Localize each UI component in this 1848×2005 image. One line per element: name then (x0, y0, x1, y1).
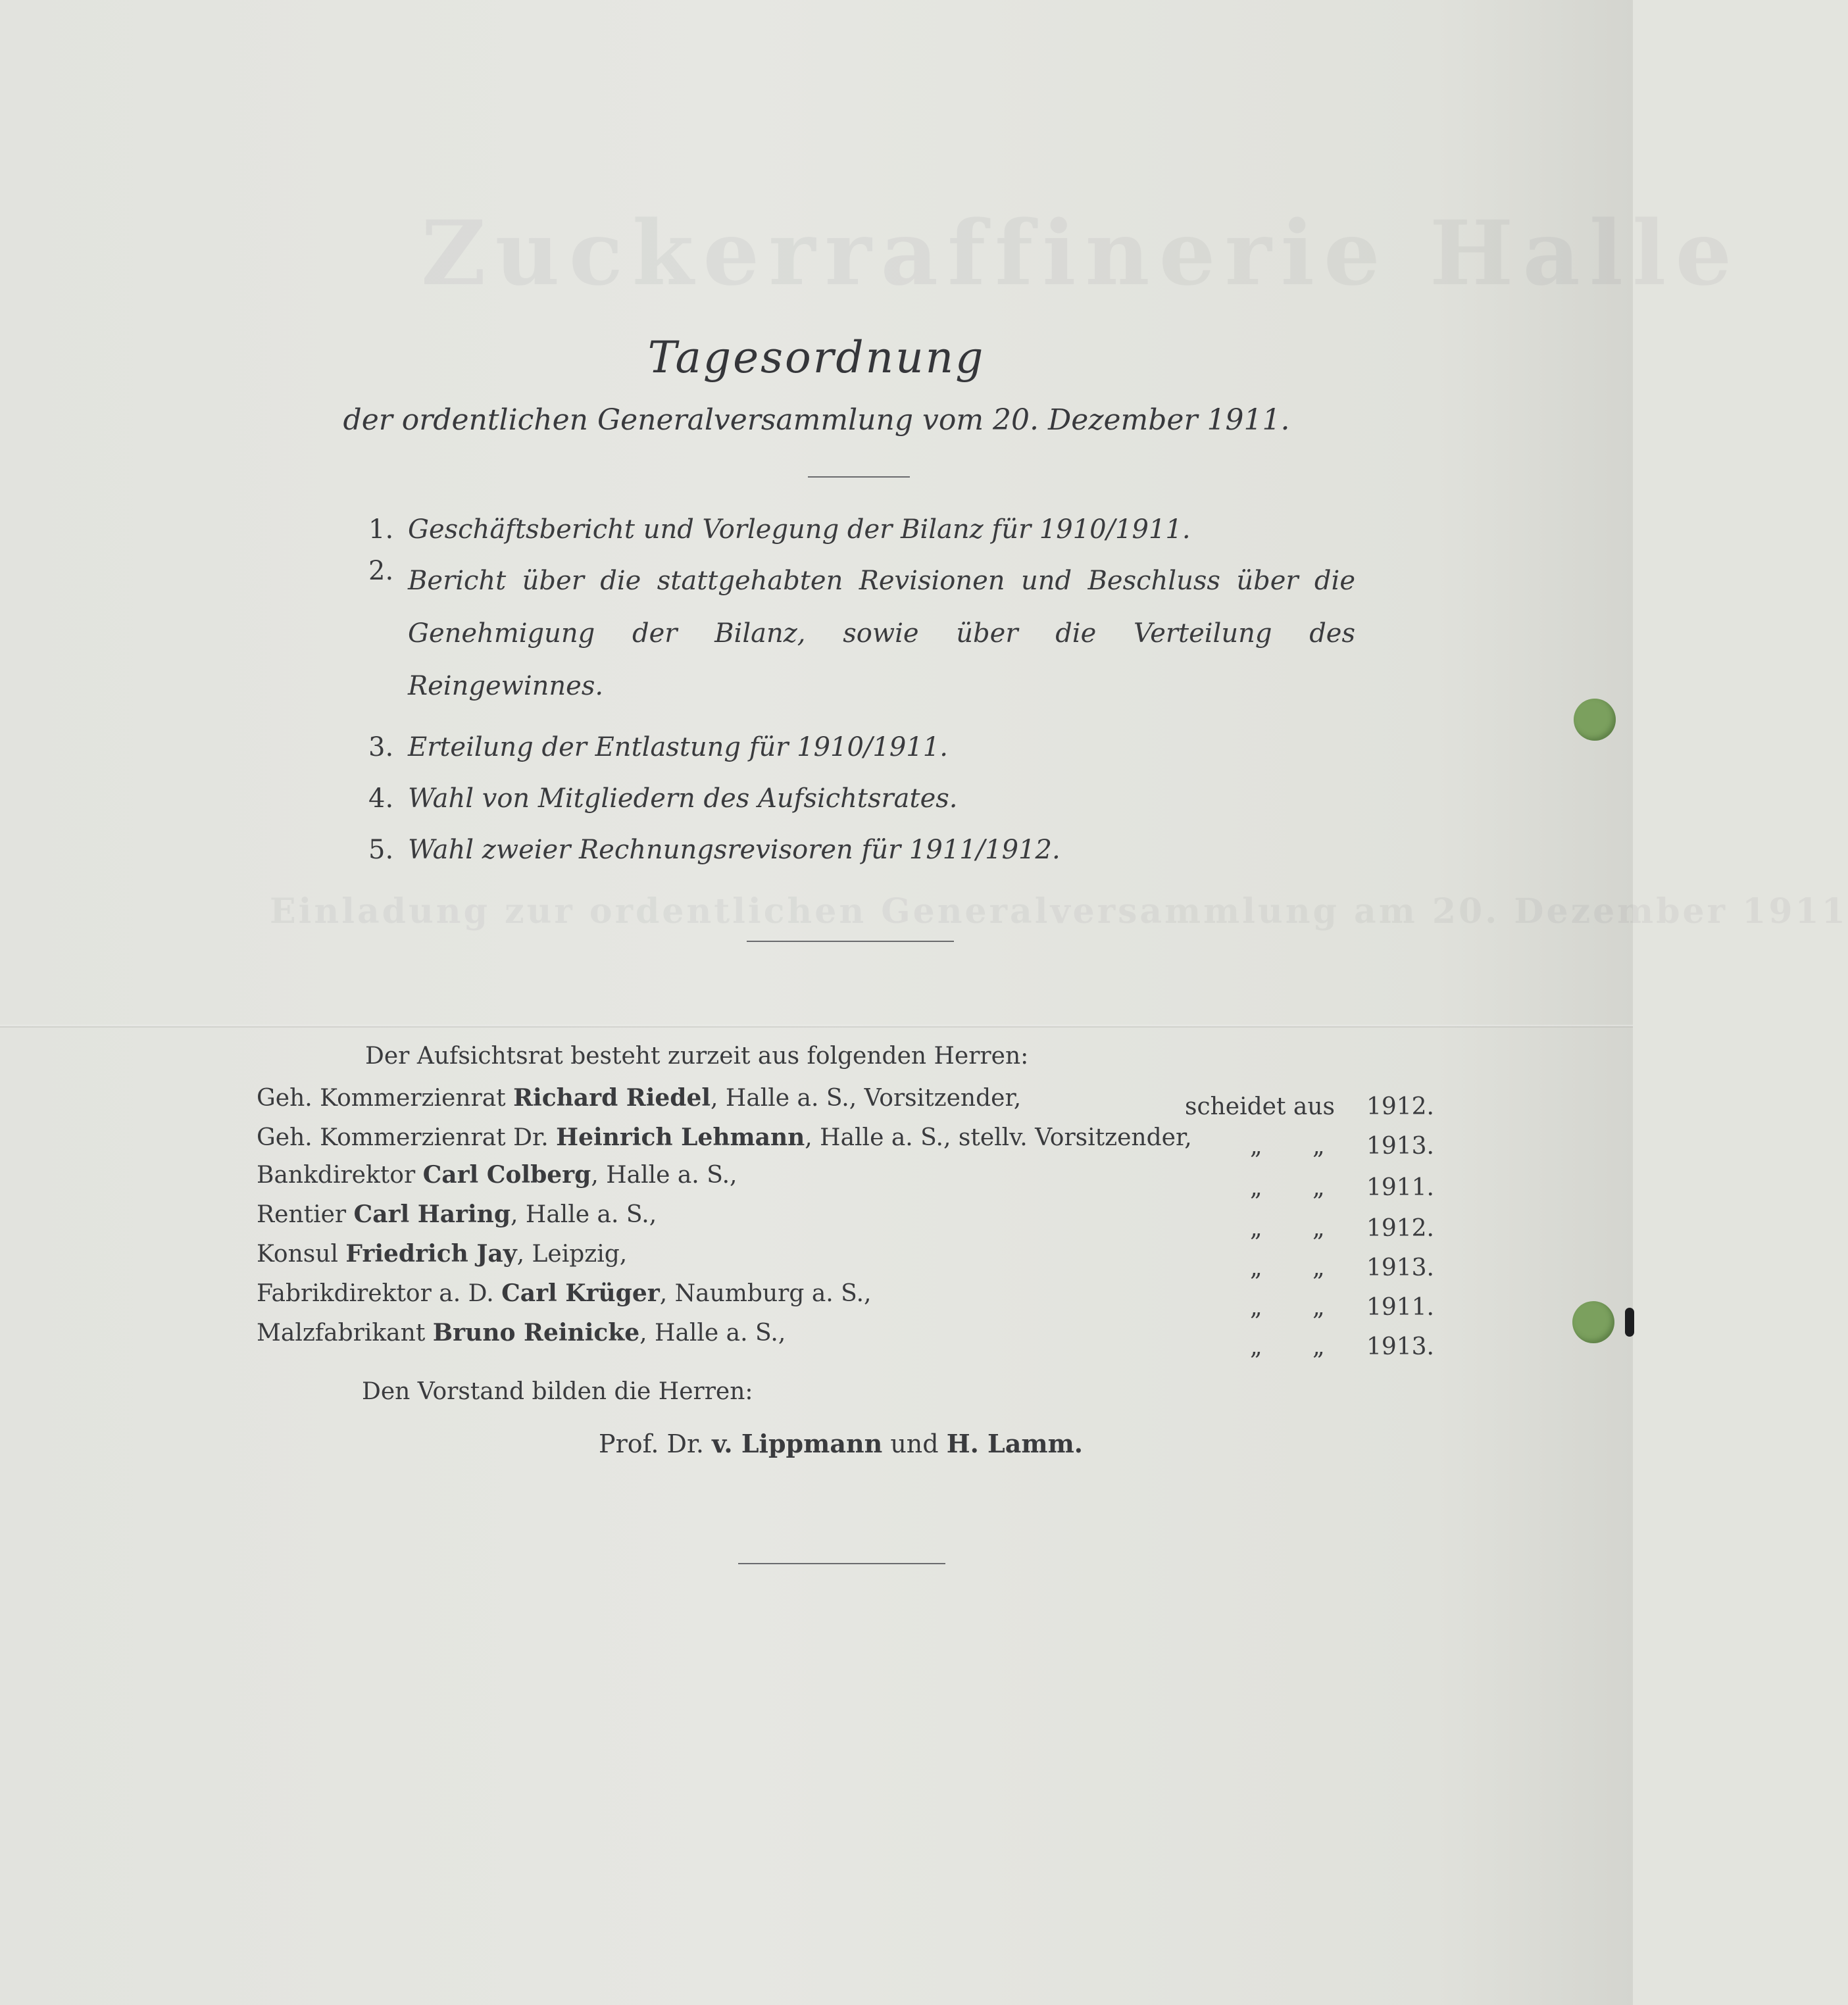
member-name: Friedrich Jay (345, 1240, 517, 1268)
member-title: Rentier (257, 1201, 347, 1228)
punch-hole-sticker (1572, 1301, 1614, 1343)
member-detail: , Halle a. S., (639, 1320, 786, 1347)
agenda-item (368, 555, 1355, 712)
ditto-mark: „ (1312, 1254, 1325, 1281)
punch-hole-sticker (1574, 699, 1616, 741)
agenda-list (368, 513, 1355, 885)
retire-year: 1913. (1366, 1254, 1434, 1281)
ditto-mark: „ (1312, 1133, 1325, 1160)
agenda-item-text: Bericht über die stattgehabten Revisionen und Beschluss über die Genehmigung der Bilanz, sowie über die Verteilung des Reingewinnes. (408, 566, 1355, 701)
agenda-title: Tagesordnung (647, 332, 986, 383)
member-detail: , Halle a. S., (511, 1201, 657, 1228)
executive-board-names (599, 1429, 1083, 1458)
board-member (257, 1319, 1441, 1360)
retire-year: 1913. (1366, 1133, 1434, 1160)
retire-label: scheidet aus (1184, 1093, 1336, 1120)
member-title: Bankdirektor (257, 1162, 416, 1189)
member-title: Konsul (257, 1241, 338, 1268)
agenda-item-number: 4. (368, 783, 394, 814)
executive-member-name: H. Lamm. (946, 1429, 1084, 1458)
binding-mark (1625, 1308, 1634, 1337)
agenda-item-text: Wahl von Mitgliedern des Aufsichtsrates. (408, 783, 958, 814)
ditto-mark: „ (1250, 1174, 1262, 1201)
paper-fold (0, 1025, 1633, 1027)
retire-year: 1912. (1366, 1093, 1434, 1120)
retire-year: 1911. (1366, 1294, 1434, 1321)
member-title: Malzfabrikant (257, 1320, 426, 1347)
agenda-item-number: 3. (368, 732, 394, 762)
ditto-mark: „ (1312, 1333, 1325, 1360)
member-detail: , Naumburg a. S., (659, 1280, 872, 1307)
ditto-mark: „ (1312, 1174, 1325, 1201)
board-intro: Der Aufsichtsrat besteht zurzeit aus folgenden Herren: (365, 1043, 1029, 1070)
member-detail: , Halle a. S., Vorsitzender, (711, 1085, 1022, 1112)
agenda-item (368, 513, 1355, 546)
agenda-item-text: Erteilung der Entlastung für 1910/1911. (408, 732, 948, 762)
ditto-mark: „ (1312, 1215, 1325, 1242)
show-through-title: Zuckerraffinerie Halle (421, 201, 1741, 305)
member-name: Carl Colberg (422, 1161, 591, 1189)
retire-year: 1913. (1366, 1333, 1434, 1360)
member-title: Geh. Kommerzienrat Dr. (257, 1124, 549, 1151)
agenda-item (368, 782, 1355, 815)
agenda-item-number: 5. (368, 835, 394, 865)
member-title: Fabrikdirektor a. D. (257, 1280, 494, 1307)
executive-board-intro: Den Vorstand bilden die Herren: (362, 1378, 753, 1405)
board-member (257, 1161, 1441, 1201)
member-name: Bruno Reinicke (432, 1319, 640, 1347)
agenda-item-number: 1. (368, 514, 394, 545)
ditto-mark: „ (1250, 1294, 1262, 1321)
agenda-item-text: Geschäftsbericht und Vorlegung der Bilanz für 1910/1911. (408, 514, 1191, 545)
member-detail: , Halle a. S., stellv. Vorsitzender, (805, 1124, 1192, 1151)
divider (747, 941, 954, 942)
agenda-item (368, 833, 1355, 866)
member-title: Geh. Kommerzienrat (257, 1085, 506, 1112)
member-name: Carl Krüger (501, 1279, 660, 1307)
executive-prefix: Prof. Dr. (599, 1429, 705, 1458)
board-member (257, 1201, 1441, 1242)
board-member (257, 1240, 1441, 1281)
ditto-mark: „ (1250, 1133, 1262, 1160)
agenda-subtitle: der ordentlichen Generalversammlung vom 20. Dezember 1911. (343, 403, 1290, 437)
member-name: Carl Haring (353, 1201, 511, 1228)
agenda-item-number: 2. (368, 556, 394, 586)
board-member (257, 1124, 1441, 1160)
member-name: Heinrich Lehmann (556, 1124, 805, 1151)
ditto-mark: „ (1312, 1294, 1325, 1321)
divider (808, 476, 910, 478)
agenda-item-text: Wahl zweier Rechnungsrevisoren für 1911/1912. (408, 835, 1061, 865)
board-member (257, 1084, 1441, 1120)
member-name: Richard Riedel (513, 1084, 711, 1112)
executive-conjunction: und (890, 1429, 939, 1458)
ditto-mark: „ (1250, 1333, 1262, 1360)
ditto-mark: „ (1250, 1215, 1262, 1242)
member-detail: , Halle a. S., (591, 1162, 737, 1189)
member-detail: , Leipzig, (516, 1241, 628, 1268)
board-member (257, 1279, 1441, 1321)
retire-year: 1911. (1366, 1174, 1434, 1201)
retire-year: 1912. (1366, 1215, 1434, 1242)
show-through-line: Einladung zur ordentlichen Generalversammlung am 20. Dezember 1911 (270, 891, 1848, 931)
executive-member-name: v. Lippmann (712, 1429, 883, 1458)
ditto-mark: „ (1250, 1254, 1262, 1281)
agenda-item (368, 731, 1355, 764)
divider (738, 1563, 945, 1564)
